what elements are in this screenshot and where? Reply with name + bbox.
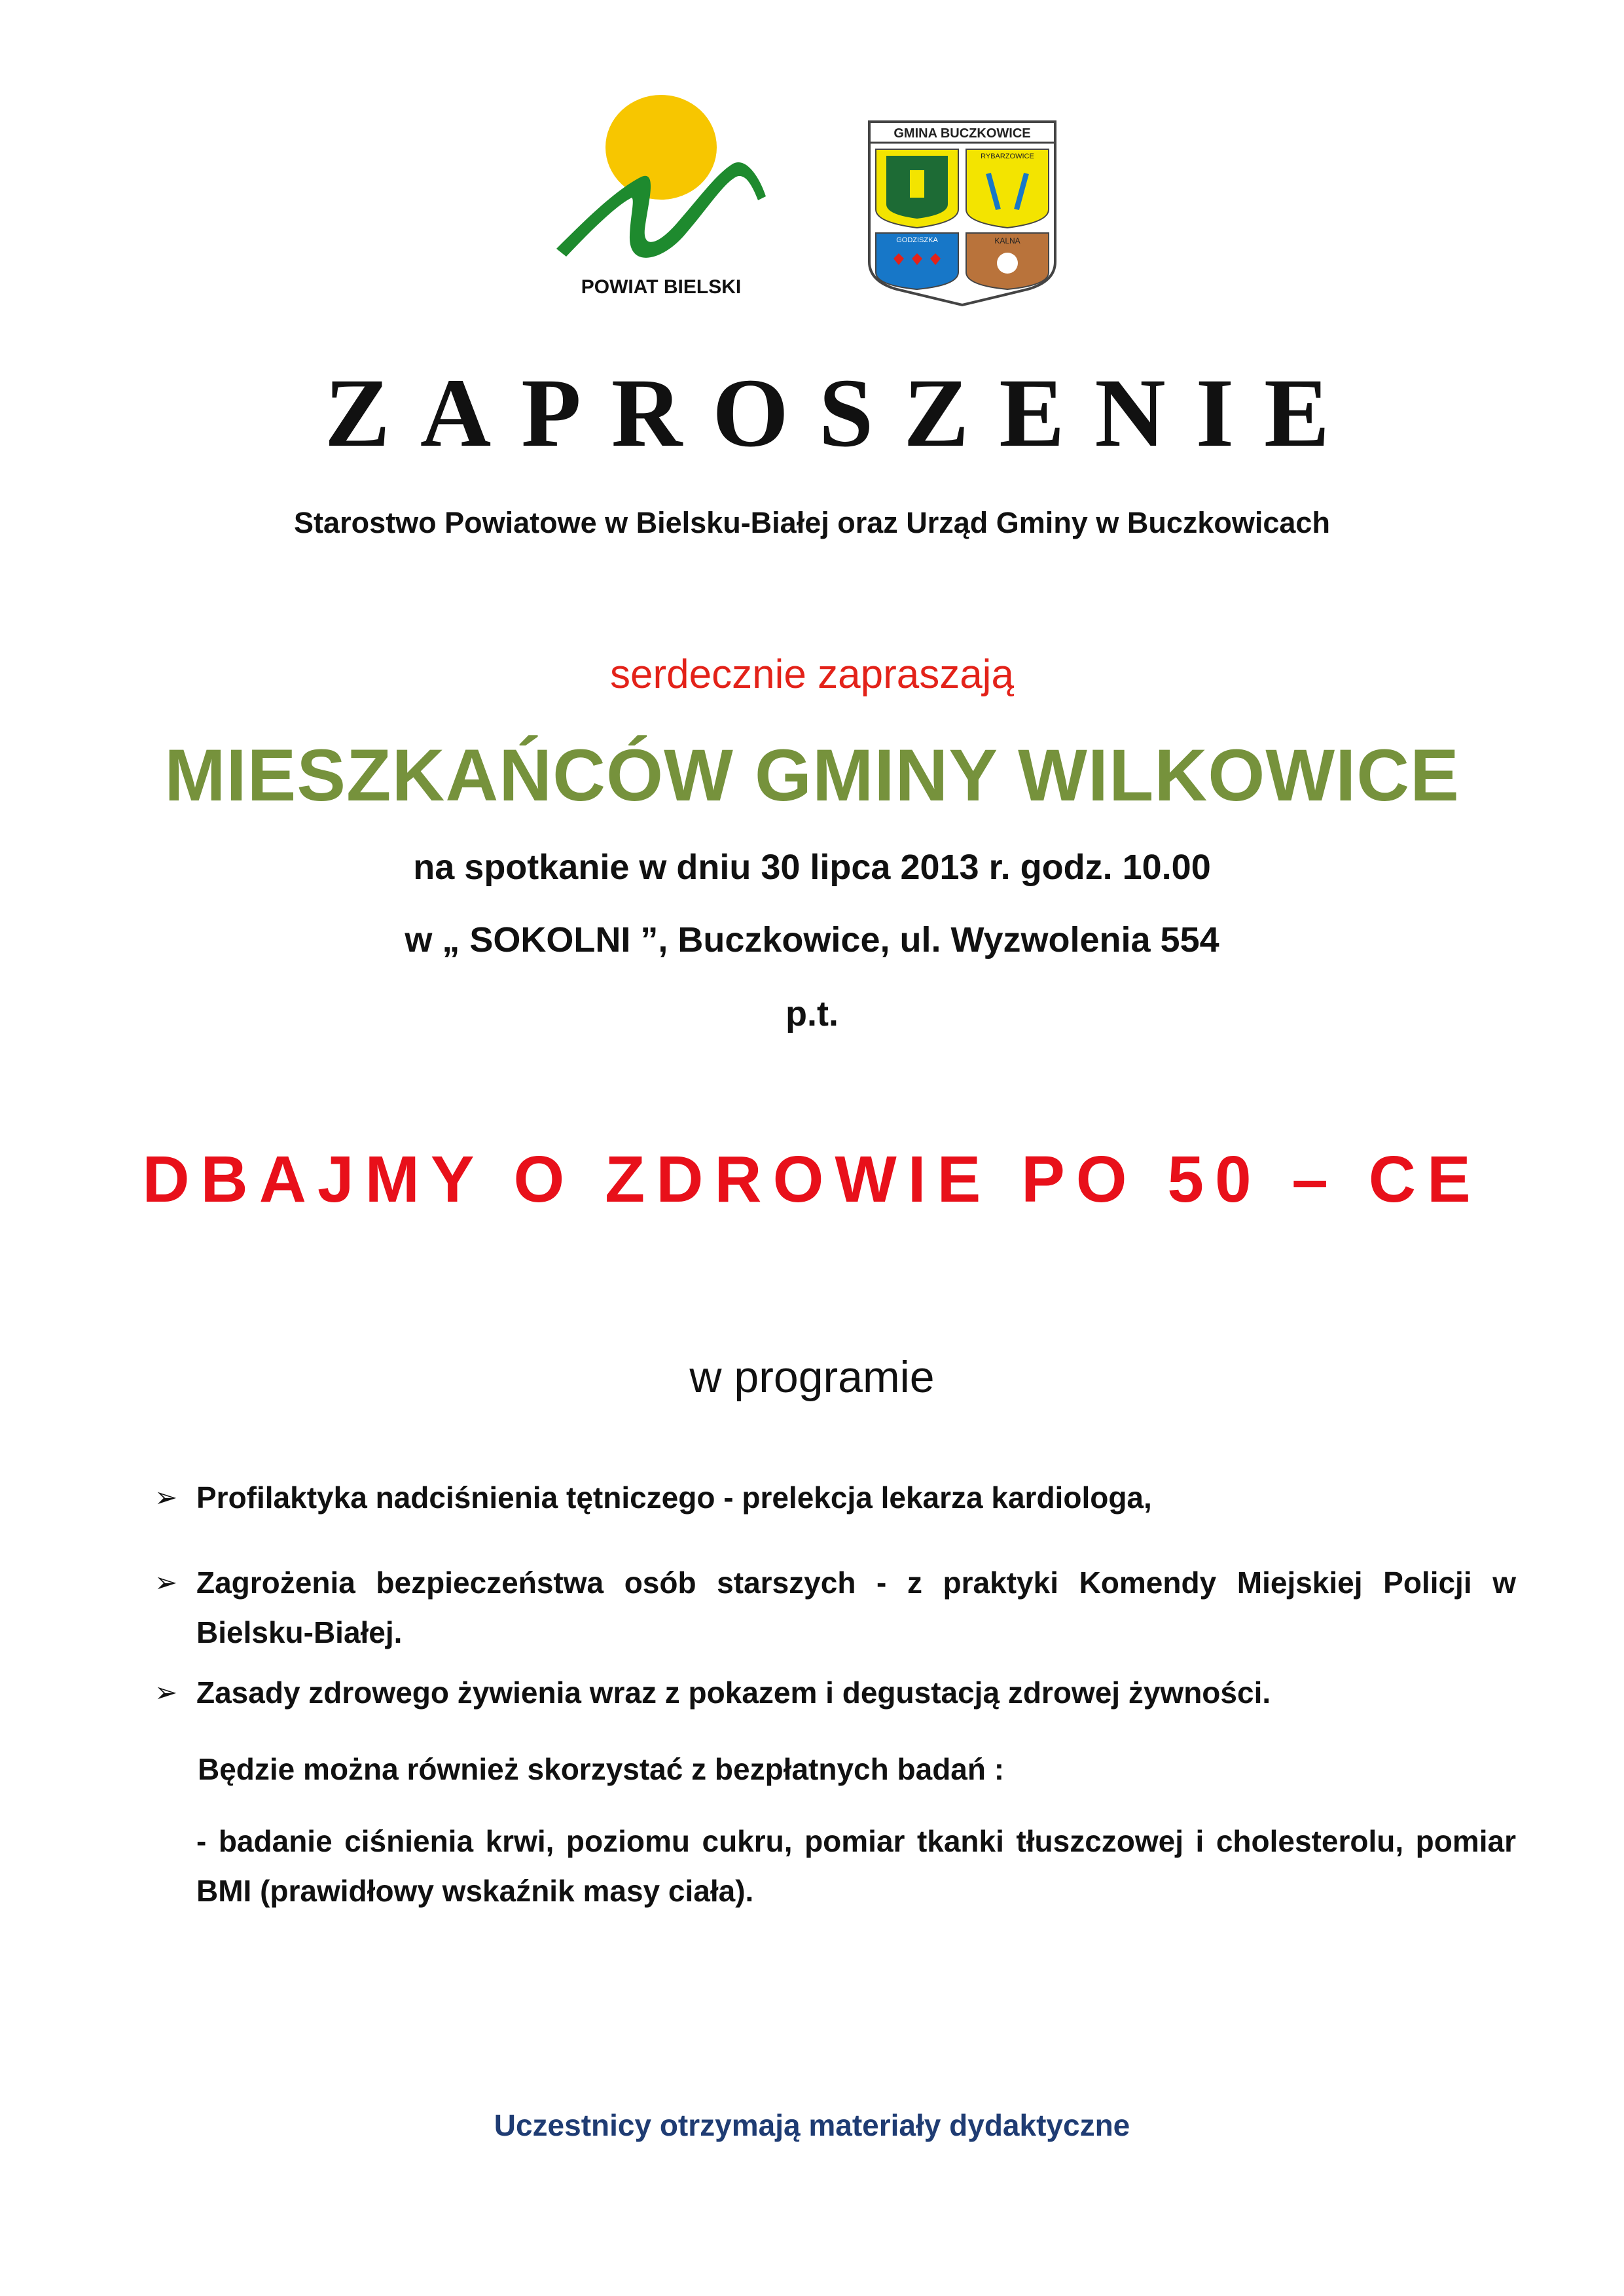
event-title: DBAJMY O ZDROWIE PO 50 – CE <box>142 1143 1482 1216</box>
arrow-bullet-icon: ➢ <box>154 1567 178 1598</box>
free-tests-intro: Będzie można również skorzystać z bezpłatnych badań : <box>198 1752 1005 1786</box>
organizers-line: Starostwo Powiatowe w Bielsku-Białej oraz Urząd Gminy w Buczkowicach <box>294 506 1330 539</box>
invite-verb: serdecznie zapraszają <box>610 652 1014 697</box>
arrow-bullet-icon: ➢ <box>154 1677 178 1708</box>
meeting-date-line: na spotkanie w dniu 30 lipca 2013 r. godz. 10.00 <box>413 848 1211 887</box>
audience-heading: MIESZKAŃCÓW GMINY WILKOWICE <box>164 734 1460 816</box>
svg-text:KALNA: KALNA <box>994 236 1020 245</box>
footer-note: Uczestnicy otrzymają materiały dydaktyczne <box>494 2108 1130 2142</box>
program-item-text: Zasady zdrowego żywienia wraz z pokazem i degustacją zdrowej żywności. <box>196 1676 1271 1710</box>
arrow-bullet-icon: ➢ <box>154 1482 178 1513</box>
gmina-logo-title: GMINA BUCZKOWICE <box>893 126 1031 141</box>
quadrant-rybarzowice <box>966 149 1049 228</box>
program-item <box>154 1558 1516 1657</box>
powiat-logo-text: POWIAT BIELSKI <box>581 276 742 298</box>
program-item <box>154 1473 1516 1522</box>
svg-text:GODZISZKA: GODZISZKA <box>896 236 938 244</box>
pt-label: p.t. <box>785 994 839 1033</box>
tests-list: - badanie ciśnienia krwi, poziomu cukru, pomiar tkanki tłuszczowej i cholesterolu, pomiar BMI (prawidłowy wskaźnik masy ciała). <box>196 1824 1516 1908</box>
program-item-text: Profilaktyka nadciśnienia tętniczego - prelekcja lekarza kardiologa, <box>196 1480 1152 1515</box>
sun-icon <box>605 95 717 200</box>
svg-text:RYBARZOWICE: RYBARZOWICE <box>981 152 1034 160</box>
meeting-place-line: w „ SOKOLNI ”, Buczkowice, ul. Wyzwolenia 554 <box>405 920 1219 960</box>
gmina-buczkowice-coat-of-arms <box>864 118 1060 308</box>
program-heading: w programie <box>689 1352 935 1402</box>
program-item-text: Zagrożenia bezpieczeństwa osób starszych - z praktyki Komendy Miejskiej Policji w Bielsku-Białej. <box>196 1566 1516 1649</box>
page-title: ZAPROSZENIE <box>324 359 1360 467</box>
program-item <box>154 1668 1516 1717</box>
powiat-bielski-logo <box>537 85 785 308</box>
